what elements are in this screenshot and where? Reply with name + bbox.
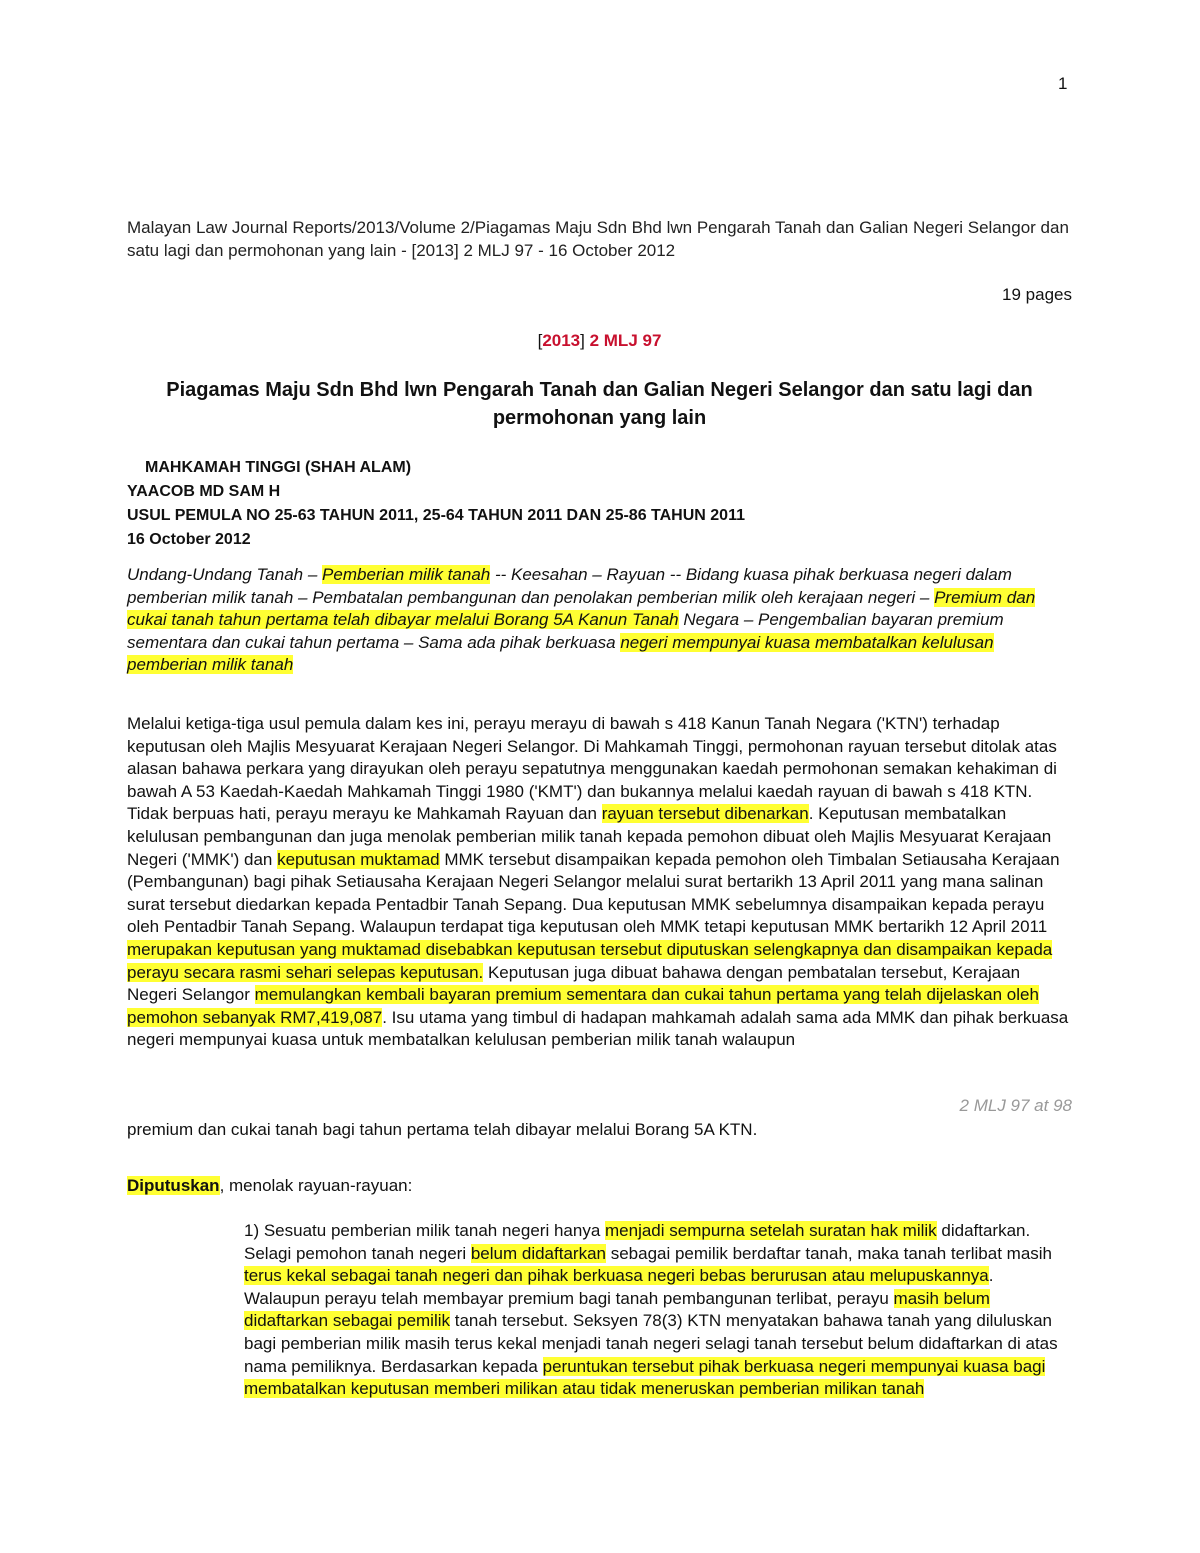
highlighted-text: peruntukan tersebut pihak berkuasa negeri mempunyai kuasa bagi membatalkan keputusan memberi milikan atau tidak meneruskan pemberian milikan tanah xyxy=(244,1356,1046,1399)
held-heading xyxy=(127,1176,412,1196)
page-number: 1 xyxy=(1058,74,1068,93)
catchwords-text: Undang-Undang Tanah – xyxy=(127,565,323,584)
catchwords xyxy=(127,564,1072,677)
page-count: 19 pages xyxy=(1002,285,1072,304)
report-citation xyxy=(127,331,1072,351)
catchwords-text: -- Keesahan – Rayuan -- Bidang kuasa pihak berkuasa negeri dalam pemberian milik tanah – Pembatalan pembangunan dan penolakan pemberian milik oleh kerajaan negeri – xyxy=(127,565,1012,607)
case-title: Piagamas Maju Sdn Bhd lwn Pengarah Tanah dan Galian Negeri Selangor dan satu lagi dan permohonan yang lain xyxy=(166,379,1033,429)
highlighted-text: belum didaftarkan xyxy=(470,1243,606,1263)
highlighted-text: memulangkan kembali bayaran premium sementara dan cukai tahun pertama yang telah dijelaskan oleh pemohon sebanyak RM7,419,087 xyxy=(127,985,1039,1027)
held-text: tanah tersebut. Seksyen 78(3) KTN menyatakan bahawa tanah yang diluluskan bagi pemberian milik masih terus kekal menjadi tanah negeri selagi tanah tersebut belum didaftarkan di atas nama pemiliknya. Berdasarkan kepada xyxy=(244,1311,1058,1376)
headnote-text: . Keputusan membatalkan kelulusan pembangunan dan juga menolak pemberian milik tanah kepada pemohon dibuat oleh Majlis Mesyuarat Kerajaan Negeri ('MMK') dan xyxy=(127,804,1052,869)
judgment-date: 16 October 2012 xyxy=(127,531,251,548)
highlighted-text: merupakan keputusan yang muktamad disebabkan keputusan tersebut diputuskan selengkapnya dan disampaikan kepada perayu secara rasmi sehari selepas keputusan. xyxy=(127,939,1053,982)
held-item-1 xyxy=(244,1220,1074,1401)
held-text: . Walaupun perayu telah membayar premium bagi tanah pembangunan terlibat, perayu xyxy=(244,1266,994,1308)
headnote-text: MMK tersebut disampaikan kepada pemohon oleh Timbalan Setiausaha Kerajaan (Pembangunan) bagi pihak Setiausaha Kerajaan Negeri Selangor melalui surat bertarikh 13 April 2011 yang mana salinan surat tersebut diedarkan kepada Pentadbir Tanah Sepang. Dua keputusan MMK sebelumnya disampaikan kepada perayu oleh Pentadbir Tanah Sepang. Walaupun terdapat tiga keputusan oleh MMK tetapi keputusan MMK bertarikh 12 April 2011 xyxy=(127,849,1060,937)
judge-name: YAACOB MD SAM H xyxy=(127,483,281,500)
bracket-close: ] xyxy=(580,331,585,350)
highlighted-text: menjadi sempurna setelah suratan hak milik xyxy=(605,1221,937,1240)
held-text: sebagai pemilik berdaftar tanah, maka tanah terlibat masih xyxy=(605,1243,1053,1263)
highlighted-text: keputusan muktamad xyxy=(277,849,440,869)
highlighted-text: Premium dan cukai tanah tahun pertama telah dibayar melalui Borang 5A Kanun Tanah xyxy=(127,587,1036,629)
citation-line: Malayan Law Journal Reports/2013/Volume 2/Piagamas Maju Sdn Bhd lwn Pengarah Tanah dan Galian Negeri Selangor dan satu lagi dan permohonan yang lain - [2013] 2 MLJ 97 - 16 October 2012 xyxy=(127,218,1069,260)
headnote-continuation: premium dan cukai tanah bagi tahun pertama telah dibayar melalui Borang 5A KTN. xyxy=(127,1120,758,1139)
headnote-text: . Isu utama yang timbul di hadapan mahkamah adalah sama ada MMK dan pihak berkuasa negeri mempunyai kuasa untuk membatalkan kelulusan pemberian milik tanah walaupun xyxy=(127,1007,1069,1050)
highlighted-text: rayuan tersebut dibenarkan xyxy=(601,804,809,824)
bracket-open: [ xyxy=(537,331,543,350)
catchwords-text: Negara – Pengembalian bayaran premium sementara dan cukai tahun pertama – Sama ada pihak berkuasa xyxy=(127,610,1004,652)
held-rest: , menolak rayuan-rayuan: xyxy=(219,1176,413,1195)
held-text: 1) Sesuatu pemberian milik tanah negeri hanya xyxy=(244,1221,605,1240)
headnote-text: Melalui ketiga-tiga usul pemula dalam kes ini, perayu merayu di bawah s 418 Kanun Tanah Negara ('KTN') terhadap keputusan oleh Majlis Mesyuarat Kerajaan Negeri Selangor. Di Mahkamah Tinggi, permohonan rayuan tersebut ditolak atas alasan bahawa perkara yang dirayukan oleh perayu sepatutnya menggunakan kaedah permohonan semakan kehakiman di bawah A 53 Kaedah-Kaedah Mahkamah Tinggi 1980 ('KMT') dan bukannya melalui kaedah rayuan di bawah s 418 KTN. Tidak berpuas hati, perayu merayu ke Mahkamah Rayuan dan xyxy=(127,714,1057,824)
highlighted-text: masih belum didaftarkan sebagai pemilik xyxy=(244,1288,990,1331)
highlighted-text: terus kekal sebagai tanah negeri dan pihak berkuasa negeri bebas berurusan atau melupuskannya xyxy=(244,1266,989,1286)
citation-rest: 2 MLJ 97 xyxy=(584,331,662,350)
held-text: didaftarkan. Selagi pemohon tanah negeri xyxy=(244,1221,1031,1263)
highlighted-text: Pemberian milik tanah xyxy=(322,565,491,584)
highlighted-text: negeri mempunyai kuasa membatalkan kelulusan pemberian milik tanah xyxy=(127,632,994,674)
headnote-text: Keputusan juga dibuat bahawa dengan pembatalan tersebut, Kerajaan Negeri Selangor xyxy=(127,962,1021,1005)
case-numbers: USUL PEMULA NO 25-63 TAHUN 2011, 25-64 TAHUN 2011 DAN 25-86 TAHUN 2011 xyxy=(127,507,745,524)
held-label: Diputuskan xyxy=(127,1176,220,1195)
court-block xyxy=(127,456,1072,552)
page-reference: 2 MLJ 97 at 98 xyxy=(959,1096,1072,1115)
court-name: MAHKAMAH TINGGI (SHAH ALAM) xyxy=(145,459,412,476)
headnote-paragraph xyxy=(127,713,1072,1052)
citation-year: 2013 xyxy=(542,331,581,350)
